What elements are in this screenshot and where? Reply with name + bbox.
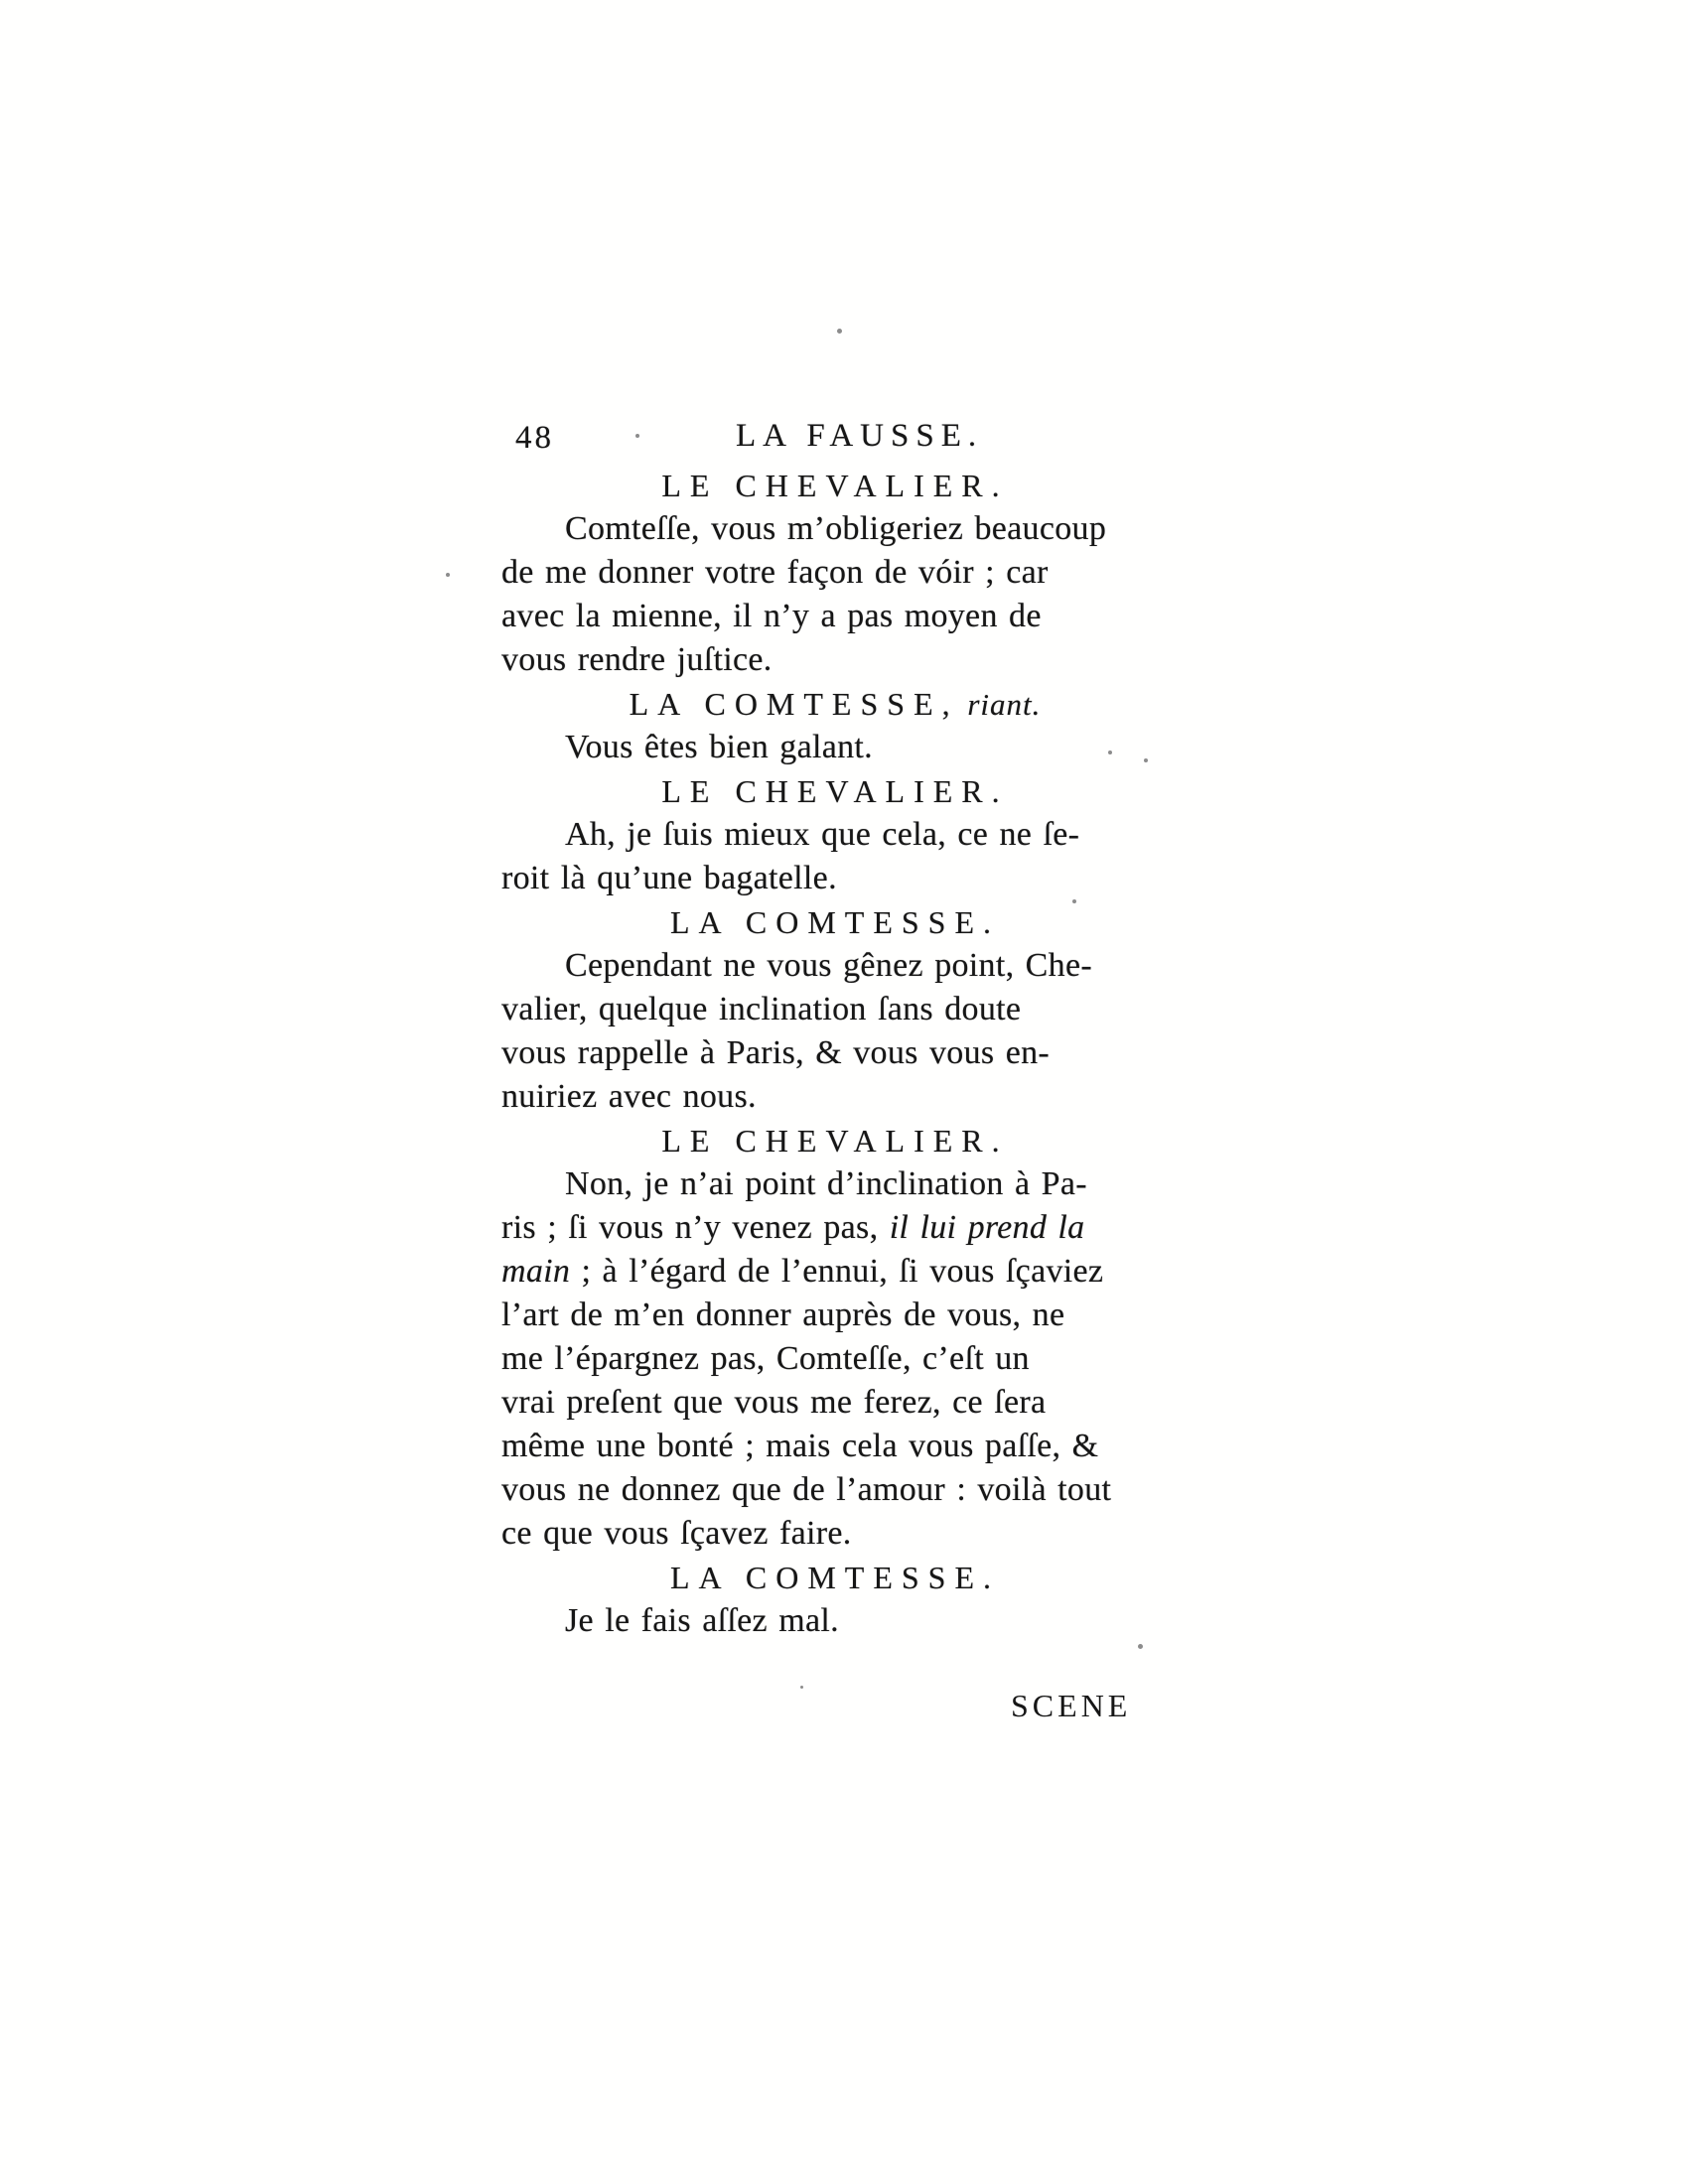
stage-direction: riant. [958,687,1042,722]
dialogue-line [501,813,1169,857]
speaker-name: LA COMTESSE, [629,686,959,722]
line-text: ris ; ſi vous n’y venez pas, [501,1209,890,1246]
dialogue-line [501,1162,1169,1206]
speaker-heading [501,1119,1169,1162]
speaker-heading [501,769,1169,813]
line-text: Ah, je ſuis mieux que cela, ce ne ſe- [565,816,1080,853]
line-text: vrai preſent que vous me ferez, ce ſera [501,1384,1047,1421]
line-text: nuiriez avec nous. [501,1078,757,1115]
dialogue-line [501,507,1169,551]
scan-speck [1144,758,1148,762]
line-text: Je le fais aſſez mal. [565,1602,839,1639]
dialogue-line [501,1337,1169,1381]
speaker-name: LE CHEVALIER. [661,468,1009,503]
dialogue-line [501,1468,1169,1512]
text-column [501,418,1169,1643]
dialogue-line [501,1512,1169,1556]
line-text: avec la mienne, il n’y a pas moyen de [501,598,1042,634]
line-text: Cependant ne vous gênez point, Che- [565,947,1092,984]
scan-speck [800,1686,803,1689]
dialogue-line [501,1075,1169,1119]
speaker-heading [501,900,1169,944]
speaker-heading [501,464,1169,507]
speaker-name: LA COMTESSE. [669,1560,1001,1595]
line-text: de me donner votre façon de vóir ; car [501,554,1049,591]
scan-speck [1108,751,1112,754]
dialogue-line [501,944,1169,988]
stage-direction-inline: main [501,1253,571,1290]
dialogue-line [501,551,1169,595]
speaker-heading [501,1556,1169,1599]
scan-speck [635,434,639,438]
line-text: ; à l’égard de l’ennui, ſi vous ſçaviez [570,1253,1104,1290]
speaker-name: LE CHEVALIER. [661,1123,1009,1159]
catchword: SCENE [1011,1688,1132,1723]
dialogue-area [501,464,1169,1643]
dialogue-line [501,595,1169,638]
running-title: LA FAUSSE. [736,418,984,454]
dialogue-line [501,1031,1169,1075]
dialogue-line [501,1381,1169,1425]
speaker-name: LE CHEVALIER. [661,773,1009,809]
line-text: vous rendre juſtice. [501,641,773,678]
line-text: Non, je n’ai point d’inclination à Pa- [565,1165,1087,1202]
dialogue-line [501,1425,1169,1468]
line-text: valier, quelque inclination ſans doute [501,991,1022,1027]
scan-speck [1072,899,1076,903]
line-text: vous rappelle à Paris, & vous vous en- [501,1034,1051,1071]
dialogue-line [501,1206,1169,1250]
line-text: Comteſſe, vous m’obligeriez beaucoup [565,510,1107,547]
line-text: ce que vous ſçavez faire. [501,1515,852,1552]
line-text: roit là qu’une bagatelle. [501,860,837,896]
dialogue-line [501,1599,1169,1643]
line-text: Vous êtes bien galant. [565,729,873,765]
page-number: 48 [515,420,554,456]
scan-speck [446,573,450,577]
line-text: même une bonté ; mais cela vous paſſe, & [501,1428,1099,1464]
speaker-name: LA COMTESSE. [669,904,1001,940]
dialogue-line [501,988,1169,1031]
line-text: vous ne donnez que de l’amour : voilà tout [501,1471,1112,1508]
scan-speck [837,329,842,334]
line-text: l’art de m’en donner auprès de vous, ne [501,1297,1065,1333]
page-header [501,418,1169,464]
scan-speck [1138,1644,1143,1649]
dialogue-line [501,1250,1169,1294]
dialogue-line [501,857,1169,900]
dialogue-line [501,1294,1169,1337]
speaker-heading [501,682,1169,726]
dialogue-line [501,638,1169,682]
stage-direction-inline: il lui prend la [889,1209,1085,1246]
dialogue-line [501,726,1169,769]
line-text: me l’épargnez pas, Comteſſe, c’eſt un [501,1340,1030,1377]
